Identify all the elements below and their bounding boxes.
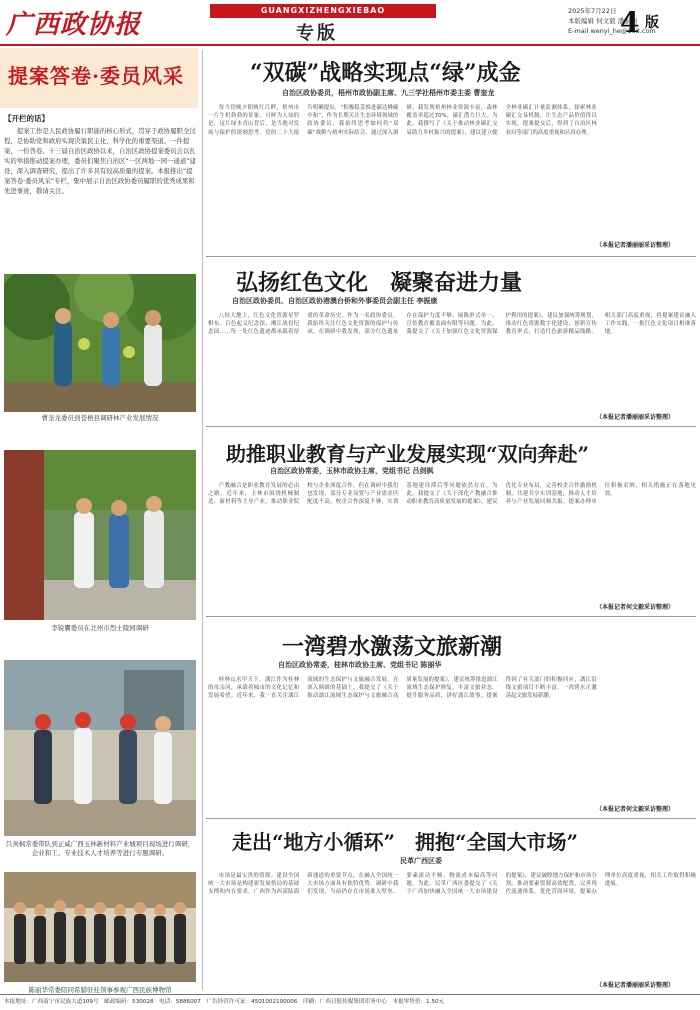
article-4-headline: 一湾碧水激荡文旅新潮 [282, 634, 503, 660]
divider-2 [206, 426, 696, 427]
article-3-byline: 自治区政协常委，玉林市政协主席，党组书记 吕剑枫 [270, 467, 434, 475]
masthead-rule [0, 44, 700, 46]
divider-1 [206, 256, 696, 257]
column-banner [0, 48, 198, 108]
issue-date: 2025年7月22日 [568, 7, 617, 15]
divider-3 [206, 616, 696, 617]
photo-forest-research [4, 274, 196, 412]
publication-info [568, 6, 656, 36]
column-title: 提案答卷·委员风采 [8, 64, 184, 88]
page-number: 4 [620, 6, 640, 39]
column-divider [202, 50, 203, 990]
article-5-byline: 民革广西区委 [400, 857, 442, 865]
intro-text: 提案工作是人民政协履行职能的核心形式，贯穿于政协履职全过程，是协助党和政府实现决策民主化、科学化的重要渠道。一件提案，一份答卷。十三届自治区政协以来，自治区政协提案委员会以扎实的举措推动提案办理，委员们聚焦自治区“一区两地一园一通道”建设，深入调查研究，提出了许多具有较高质量的提案。本报推出“提案答卷·委员风采”专栏，集中展示自治区政协委员履职的优秀成果和先进事迹，敬请关注。 [4, 127, 196, 195]
photo-caption-3: 吕剑枫常委带队到正威广西玉林新材料产业城项目现场进行调研，企业和工、专业技术人才培养等进行专题调研。 [5, 840, 195, 857]
editor-line: 本版编辑 何文毅 潘丽丽 [568, 17, 638, 25]
intro-label: 【开栏的话】 [4, 114, 49, 123]
newspaper-logo: 广西政协报 [6, 10, 142, 40]
photo-caption-1: 曹奎龙委员到苍梧县调研林产业发展情况 [41, 414, 159, 422]
article-1-byline: 自治区政协委员，梧州市政协副主席、九三学社梧州市委主委 曹奎龙 [282, 89, 495, 97]
article-2-body [208, 312, 696, 422]
article-5-body [208, 872, 696, 984]
article-3-headline: 助推职业教育与产业发展实现“双向奔赴” [226, 442, 590, 466]
article-2-headline: 弘扬红色文化 凝聚奋进力量 [236, 270, 523, 296]
article-2-source: （本报记者潘丽丽采访整理） [596, 414, 675, 421]
article-4-source: （本报记者何文毅采访整理） [596, 806, 675, 813]
article-3-text: 产教融合是职业教育发展的必由之路。近年来，玉林市围绕机械制造、新材料等主导产业，推动职业院校与企业深度合作，但在调研中我们也发现，部分专业设置与产业需求匹配度不高，校企合作深度不够，实训基地建设滞后等问题依然存在。为此，我提交了《关于深化产教融合推动职业教育高质量发展的提案》，建议优化专业布局，完善校企合作激励机制，共建共享实训基地，推动人才培养与产业发展同频共振。提案办理单位积极采纳，相关措施正在落地见效。 [208, 483, 696, 506]
article-4-body [208, 676, 696, 812]
article-3-body [208, 482, 696, 610]
article-5-headline: 走出“地方小循环” 拥抱“全国大市场” [232, 830, 579, 854]
article-4-byline: 自治区政协常委，桂林市政协主席、党组书记 陈丽华 [278, 661, 442, 669]
masthead-pinyin: GUANGXIZHENGXIEBAO [210, 4, 436, 18]
article-5-text: 市场是最宝贵的资源。建设全国统一大市场是构建新发展格局的基础支撑和内在要求。广西作为西部陆海新通道的重要节点，在融入全国统一大市场方面具有独特优势。调研中我们发现，当前仍存在市场准入壁垒、要素流动不畅、物流成本偏高等问题。为此，民革广西区委提交了《关于广西加快融入全国统一大市场建设的提案》，建议破除地方保护和市场分割，推动要素资源高效配置，完善现代流通体系，优化营商环境。提案办理单位高度重视，相关工作取得积极进展。 [208, 873, 696, 896]
article-1-body [208, 104, 696, 252]
left-column [0, 48, 198, 994]
photo-museum-visit [4, 872, 196, 982]
page-footer: 本报地址：广西南宁市民族大道109号 邮政编码：530028 电话：5886007 广告经营许可证：4501002100006 印刷：广西日报传媒集团印务中心 本报零售价：1.50元 [0, 994, 700, 1008]
column-intro [4, 114, 196, 270]
article-1-headline: “双碳”战略实现点“绿”成金 [250, 60, 521, 86]
editor-email: E-mail wenyi_he@163.com [568, 27, 656, 35]
divider-4 [206, 818, 696, 819]
photo-caption-4: 陈丽华常委陪同希腊驻桂领事参观广西民族博物馆 [28, 986, 172, 994]
masthead [0, 0, 700, 46]
article-2-text: 八桂大地上，红色文化资源星罗棋布。百色起义纪念馆、湘江战役纪念园……每一处红色遗迹都承载着厚重的革命历史。作为一名政协委员，我始终关注红色文化资源的保护与传承。在调研中我发现，部分红色遗址存在保护力度不够、展陈形式单一、宣传教育覆盖面有限等问题。为此，我提交了《关于加强红色文化资源保护利用的提案》，建议加强统筹规划，推动红色资源数字化建设，创新宣传教育形式，打造红色旅游精品线路。相关部门高度重视，将提案建议融入工作实践，一批红色文化项目相继落地。 [208, 313, 696, 336]
photo-industrial-site [4, 660, 196, 836]
article-3-source: （本报记者何文毅采访整理） [596, 604, 675, 611]
article-4-text: 桂林山水甲天下。漓江作为桂林的母亲河，承载着城市的文化记忆和发展希望。近年来，我一直关注漓江流域的生态保护与文旅融合发展。在深入调研的基础上，我提交了《关于推动漓江流域生态保护与文旅融合高质量发展的提案》，建议统筹推进漓江流域生态保护修复，丰富文旅业态，提升服务品质，讲好漓江故事。提案得到了有关部门的积极回应，漓江沿线文旅项目不断丰富，一湾碧水正激荡起文旅发展新潮。 [208, 677, 597, 700]
article-1-text: 每当傍晚夕阳映红江畔，梧州市一片生机勃勃的景象。可鲜为人知的是，这片绿水青山背后，是当地对发展与保护的深刻思考。党的二十大报告明确提出，“积极稳妥推进碳达峰碳中和”。作为长期关注生态环境领域的政协委员，我始终思考如何将“双碳”战略与梧州实际结合。通过深入调研，我发现梧州林业资源丰富，森林覆盖率超过70%，碳汇潜力巨大。为此，我撰写了《关于推动林业碳汇交易助力乡村振兴的提案》，建议建立健全林业碳汇计量监测体系，探索林业碳汇交易机制，让生态产品价值得以实现。提案提交后，得到了自治区林业局等部门的高度重视和认真办理。 [208, 105, 597, 136]
photo-martyrs-cemetery [4, 450, 196, 620]
article-2-byline: 自治区政协委员、自治区政协港澳台侨和外事委员会副主任 李振康 [232, 297, 438, 305]
section-name: 专版 [296, 23, 338, 44]
page-unit: 版 [645, 15, 659, 31]
photo-caption-2: 李锐囊委员在北州市烈士陵园调研 [51, 624, 149, 632]
article-5-source: （本报记者潘丽丽采访整理） [596, 982, 675, 989]
article-1-source: （本报记者潘丽丽采访整理） [596, 242, 675, 249]
